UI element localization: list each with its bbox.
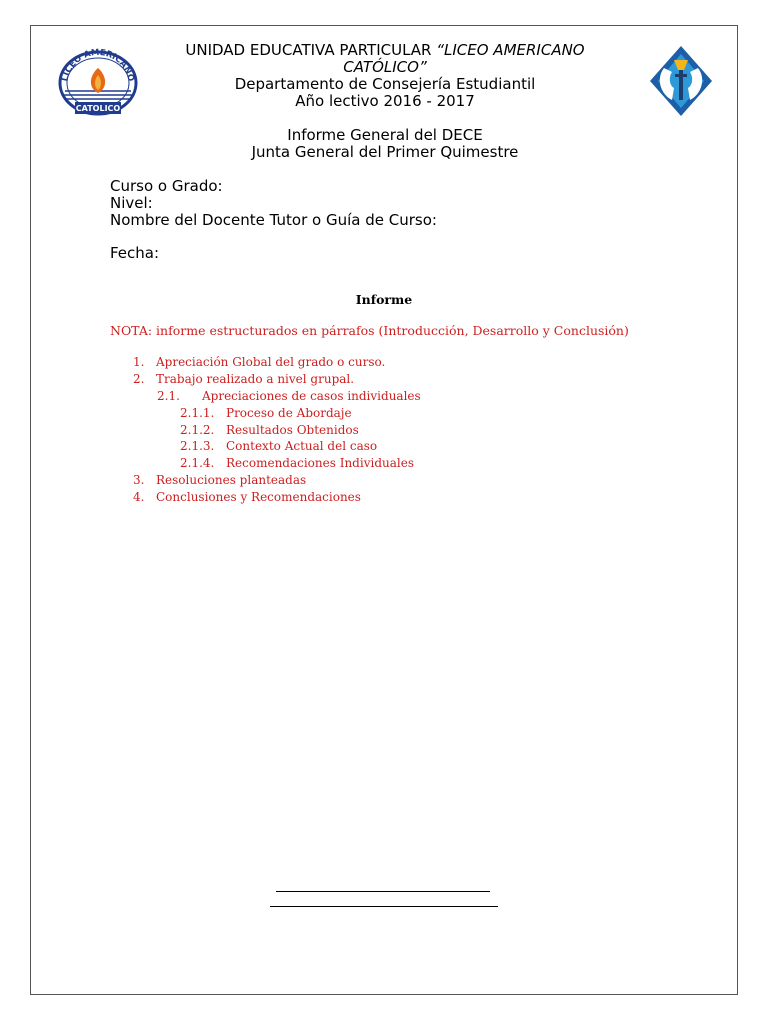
outline-item-3: 3. Resoluciones planteadas <box>133 473 307 487</box>
outline-item-2-1-4: 2.1.4. Recomendaciones Individuales <box>180 456 414 470</box>
outline-item-2-1: 2.1. Apreciaciones de casos individuales <box>157 389 421 403</box>
dece-logo <box>648 44 714 118</box>
outline-item-2-1-1: 2.1.1. Proceso de Abordaje <box>180 406 352 420</box>
field-date: Fecha: <box>110 244 160 262</box>
informe-title: Informe <box>355 292 413 307</box>
outline-item-2-1-3: 2.1.3. Contexto Actual del caso <box>180 439 378 453</box>
report-titles <box>150 127 620 161</box>
school-name-prefix: UNIDAD EDUCATIVA PARTICULAR <box>185 41 437 59</box>
logo-top-text: LICEO AMERICANO <box>60 47 136 83</box>
outline-item-4: 4. Conclusiones y Recomendaciones <box>133 490 361 504</box>
school-name-italic: “LICEO AMERICANO <box>436 41 585 59</box>
informe-note: NOTA: informe estructurados en párrafos (Introducción, Desarrollo y Conclusión) <box>110 323 629 338</box>
page-border <box>30 25 738 995</box>
report-subtitle: Junta General del Primer Quimestre <box>251 143 519 161</box>
field-tutor: Nombre del Docente Tutor o Guía de Curso: <box>110 211 437 229</box>
school-name-line2 <box>150 59 620 76</box>
signature-line-1 <box>276 891 490 892</box>
signature-line-2 <box>270 906 498 907</box>
logo-bottom-text: CATOLICO <box>75 104 121 113</box>
outline-item-1: 1. Apreciación Global del grado o curso. <box>133 355 386 369</box>
department-name: Departamento de Consejería Estudiantil <box>234 75 536 93</box>
form-fields <box>110 178 437 262</box>
outline-item-2-1-2: 2.1.2. Resultados Obtenidos <box>180 423 359 437</box>
outline-item-2: 2. Trabajo realizado a nivel grupal. <box>133 372 355 386</box>
school-name-line1 <box>150 42 620 59</box>
report-title: Informe General del DECE <box>287 126 483 144</box>
field-course: Curso o Grado: <box>110 177 223 195</box>
school-name-italic-2: CATÓLICO” <box>343 58 427 76</box>
field-level: Nivel: <box>110 194 153 212</box>
school-header <box>150 42 620 110</box>
liceo-americano-logo <box>53 46 143 116</box>
school-year: Año lectivo 2016 - 2017 <box>295 92 475 110</box>
